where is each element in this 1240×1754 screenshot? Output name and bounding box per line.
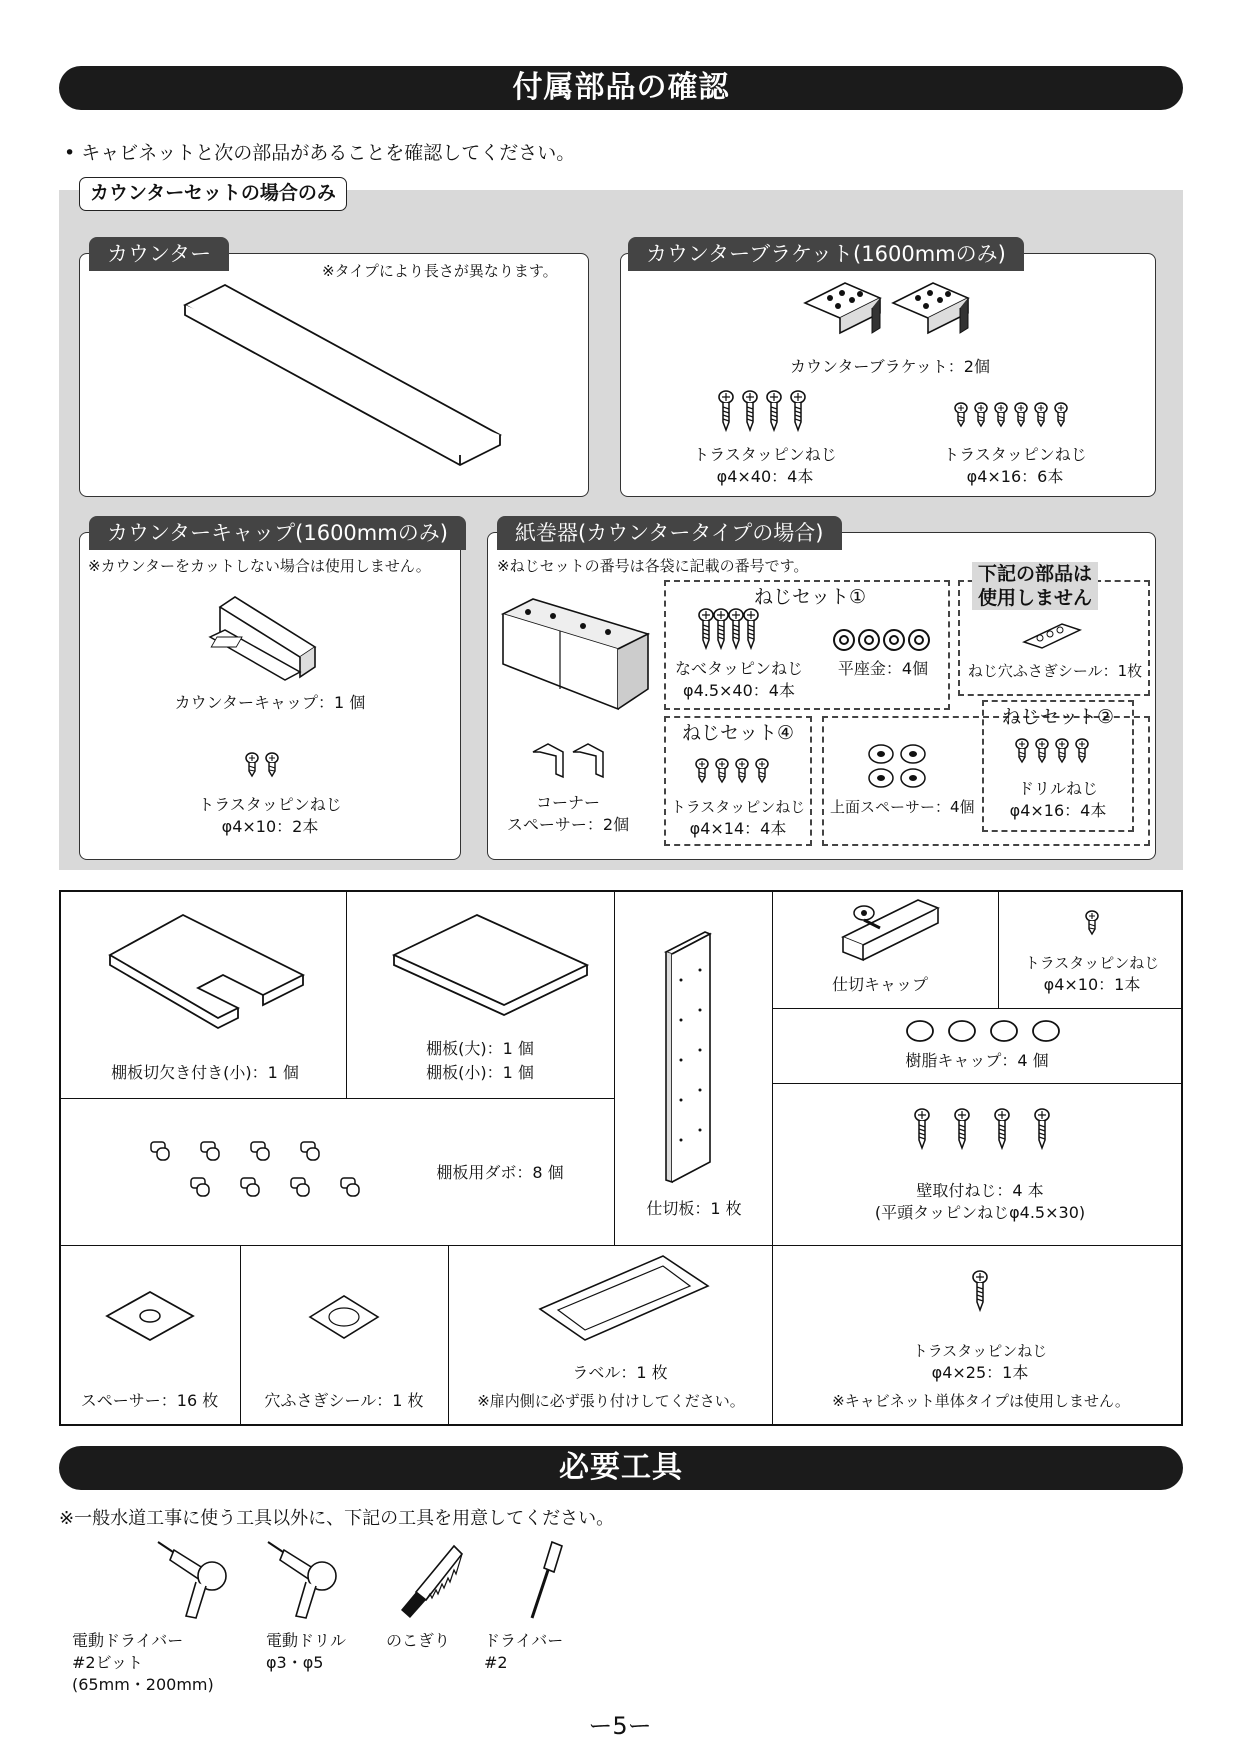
spacer-icon — [105, 1290, 195, 1342]
wall-screw-icon — [910, 1110, 1060, 1160]
tool-2-line2: φ3・φ5 — [266, 1653, 324, 1672]
label-sheet-illustration — [538, 1254, 710, 1344]
bracket-screw-a-name: トラスタッピンねじ — [693, 445, 837, 464]
bracket-screw-a-spec: φ4×40：4本 — [716, 467, 814, 486]
tool-1-line2: #2ビット — [72, 1653, 143, 1672]
counter-cap-screw-spec: φ4×10：2本 — [221, 817, 319, 836]
grid-line — [346, 890, 347, 1098]
screw-10-icon — [244, 754, 294, 784]
truss-b-spec: φ4×25：1本 — [931, 1363, 1029, 1382]
hole-seal-icon — [308, 1294, 380, 1340]
saw-icon — [396, 1540, 466, 1620]
tool-item-2 — [266, 1630, 346, 1674]
counter-cap-label: カウンターキャップ：1 個 — [174, 693, 366, 712]
intro-text: • キャビネットと次の部品があることを確認してください。 — [64, 142, 576, 164]
electric-drill-icon — [266, 1540, 346, 1620]
page-title: 付属部品の確認 — [59, 66, 1183, 110]
tool-4-line1: ドライバー — [484, 1631, 564, 1650]
screw-set-4-title: ねじセット④ — [681, 722, 795, 744]
dowel-label: 棚板用ダボ：8 個 — [436, 1163, 564, 1182]
grid-line — [59, 1245, 1183, 1246]
electric-screwdriver-icon — [156, 1540, 236, 1620]
wall-screw-spec: (平頭タッピンねじφ4.5×30) — [874, 1203, 1086, 1222]
partition-board-illustration — [660, 930, 720, 1190]
drill-screw-icon — [1014, 740, 1104, 770]
corner-spacer-icon — [528, 742, 608, 782]
screwdriver-icon — [520, 1538, 570, 1624]
tools-title: 必要工具 — [59, 1446, 1183, 1490]
dowel-icon — [145, 1138, 385, 1206]
top-spacer-label: 上面スペーサー：4個 — [830, 798, 975, 816]
set1-screw-spec: φ4.5×40：4本 — [683, 681, 795, 700]
corner-label-1: コーナー — [535, 793, 600, 812]
hole-seal-strip-icon — [1022, 622, 1082, 650]
truss-b-note: ※キャビネット単体タイプは使用しません。 — [832, 1392, 1130, 1410]
paper-holder-illustration — [498, 594, 653, 724]
resin-cap-icon — [904, 1018, 1064, 1044]
tools-note: ※一般水道工事に使う工具以外に、下記の工具を用意してください。 — [59, 1508, 615, 1529]
counter-set-label: カウンターセットの場合のみ — [79, 177, 347, 211]
set2-screw-spec: φ4×16：4本 — [1009, 801, 1107, 820]
bracket-tab: カウンターブラケット(1600mmのみ) — [628, 237, 1024, 271]
unused-title-line1: 下記の部品は — [978, 563, 1093, 585]
partition-cap-illustration — [838, 895, 948, 965]
bracket-label: カウンターブラケット：2個 — [790, 357, 990, 376]
grid-line — [240, 1245, 241, 1426]
grid-line — [59, 1098, 615, 1099]
set4-screw-name: トラスタッピンねじ — [670, 798, 806, 816]
truss-b-name: トラスタッピンねじ — [912, 1342, 1048, 1360]
bracket-illustration — [800, 278, 980, 348]
corner-label-2: スペーサー：2個 — [506, 815, 630, 834]
grid-line — [772, 1008, 1183, 1009]
truss-screw-b-icon — [970, 1272, 990, 1317]
wall-screw-label: 壁取付ねじ：4 本 — [916, 1181, 1044, 1200]
shelf-small-label: 棚板(小)：1 個 — [426, 1063, 534, 1082]
shelf-large-label: 棚板(大)：1 個 — [426, 1039, 534, 1058]
tool-item-1 — [72, 1630, 214, 1696]
tool-2-line1: 電動ドリル — [266, 1631, 347, 1650]
spacer-label: スペーサー：16 枚 — [80, 1391, 219, 1410]
washer-icon — [832, 628, 932, 652]
tool-1-line3: (65mm・200mm) — [72, 1675, 214, 1694]
truss-a-spec: φ4×10：1本 — [1043, 975, 1141, 994]
unused-seal-label: ねじ穴ふさぎシール：1枚 — [967, 662, 1143, 680]
truss-a-name: トラスタッピンねじ — [1024, 954, 1160, 972]
tool-3-line1: のこぎり — [386, 1631, 451, 1650]
set1-screw-name: なべタッピンねじ — [674, 659, 803, 678]
grid-line — [772, 890, 773, 1426]
partition-cap-label: 仕切キャップ — [831, 975, 928, 994]
grid-line — [998, 890, 999, 1008]
counter-cap-tab: カウンターキャップ(1600mmのみ) — [89, 516, 466, 550]
screw-40-icon — [720, 392, 810, 437]
pan-screw-icon — [700, 610, 770, 655]
label-sheet-note: ※扉内側に必ず張り付けしてください。 — [477, 1392, 745, 1410]
notched-shelf-illustration — [108, 910, 308, 1030]
page-number: ー5ー — [588, 1712, 652, 1740]
bracket-screw-b-spec: φ4×16：6本 — [966, 467, 1064, 486]
paper-holder-note: ※ねじセットの番号は各袋に記載の番号です。 — [497, 557, 809, 575]
truss-screw-a-icon — [1082, 912, 1102, 942]
tool-item-3 — [386, 1630, 450, 1652]
bracket-screw-b-name: トラスタッピンねじ — [943, 445, 1087, 464]
resin-cap-label: 樹脂キャップ：4 個 — [905, 1051, 1049, 1070]
unused-parts-title — [972, 562, 1098, 610]
screw-16-icon — [955, 404, 1075, 434]
label-sheet-label: ラベル：1 枚 — [572, 1363, 668, 1382]
paper-holder-tab: 紙巻器(カウンタータイプの場合) — [497, 516, 842, 550]
set1-washer: 平座金：4個 — [837, 659, 929, 678]
counter-note: ※タイプにより長さが異なります。 — [322, 262, 558, 280]
grid-line — [614, 890, 615, 1245]
set4-screw-spec: φ4×14：4本 — [689, 819, 787, 838]
counter-tab: カウンター — [89, 237, 229, 271]
hole-seal-label: 穴ふさぎシール：1 枚 — [264, 1391, 424, 1410]
top-spacer-icon — [866, 742, 936, 792]
counter-cap-screw-name: トラスタッピンねじ — [198, 795, 342, 814]
counter-cap-illustration — [205, 592, 325, 682]
grid-line — [772, 1083, 1183, 1084]
screw-set-1-title: ねじセット① — [753, 586, 867, 608]
grid-line — [448, 1245, 449, 1426]
set2-screw-name: ドリルねじ — [1017, 779, 1098, 798]
notched-shelf-label: 棚板切欠き付き(小)：1 個 — [111, 1063, 299, 1082]
unused-title-line2: 使用しません — [978, 587, 1093, 609]
screw-14-icon — [694, 760, 784, 790]
tool-4-line2: #2 — [484, 1653, 508, 1672]
tool-1-line1: 電動ドライバー — [72, 1631, 184, 1650]
shelf-illustration — [392, 910, 592, 1020]
screw-set-2-title: ねじセット② — [1001, 706, 1115, 728]
partition-board-label: 仕切板：1 枚 — [646, 1199, 742, 1218]
counter-cap-note: ※カウンターをカットしない場合は使用しません。 — [88, 557, 431, 575]
counter-board-illustration — [180, 280, 510, 480]
tool-item-4 — [484, 1630, 563, 1674]
